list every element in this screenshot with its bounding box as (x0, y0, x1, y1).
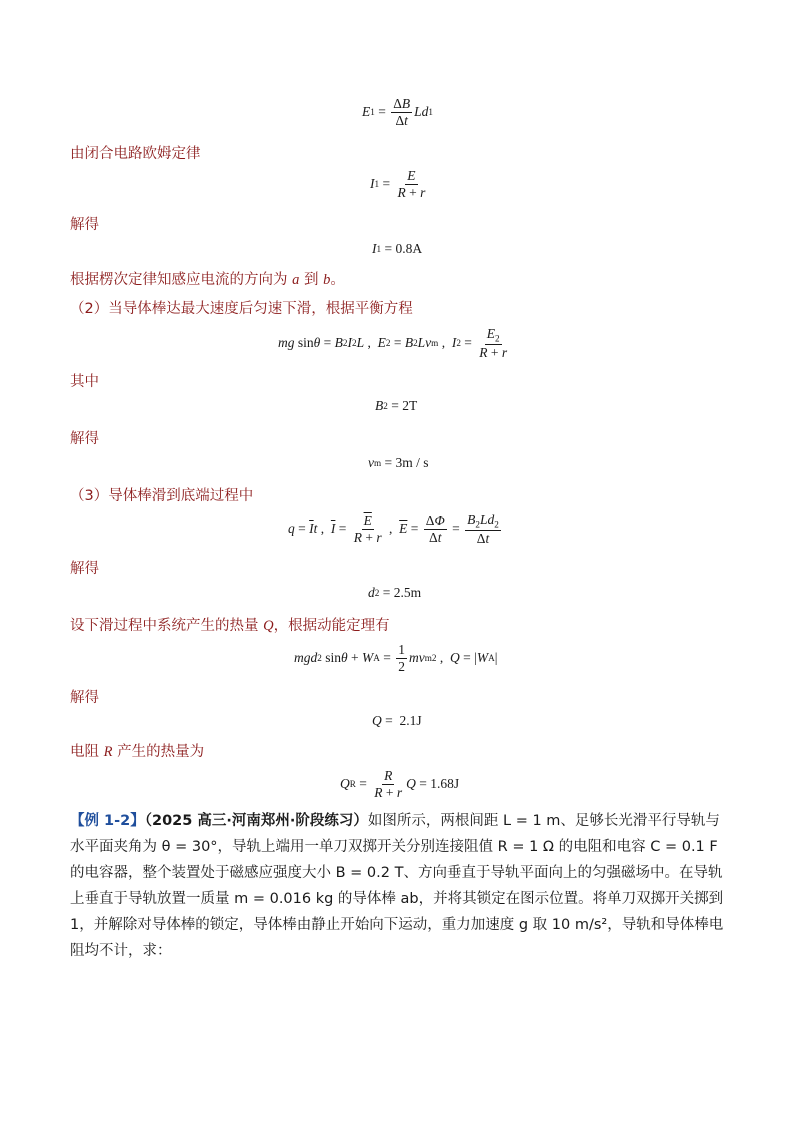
equation-vm: v m = 3m / s (368, 455, 429, 470)
text-part-2: （2）当导体棒达最大速度后匀速下滑，根据平衡方程 (70, 301, 413, 317)
example-1-2-paragraph (70, 808, 730, 964)
equation-q: Q = 2.1J (372, 713, 422, 728)
equation-current-i1-result: I 1 = 0.8A (372, 241, 423, 256)
equation-current-i1: I 1 = $\frac{E}{R + r}$ (370, 168, 426, 200)
equation-b2: B 2 = 2T (375, 398, 418, 413)
text-lenz-main: 根据楞次定律知感应电流的方向为 (70, 272, 288, 288)
symbol-q: Q (263, 618, 274, 634)
equation-charge: q = $\overline{I}$ t , $\overline{I}$ = $\frac{\overline{E}}{R + r}$ , $\overline{E}$ = $\frac{\Delta\Phi}{\Delta t}$ = $\frac{B_2Ld_2}{\Delta t}$ (288, 512, 499, 547)
text-heat-intro-2: ，根据动能定理有 (273, 618, 390, 634)
text-solve-1: 解得 (70, 217, 99, 233)
text-to: 到 (303, 272, 319, 288)
value-i1: 0.8A (395, 241, 423, 256)
text-resistor-2: 产生的热量为 (117, 744, 205, 760)
value-b2: 2T (402, 398, 418, 413)
text-heat-intro-1: 设下滑过程中系统产生的热量 (70, 618, 259, 634)
example-source: （2025 高三·河南郑州·阶段练习） (144, 813, 368, 829)
symbol-b: b (323, 272, 331, 288)
value-vm: 3m / s (395, 455, 429, 470)
value-q: 2.1J (399, 713, 422, 728)
symbol-a: a (292, 272, 300, 288)
text-resistor-1: 电阻 (70, 744, 99, 760)
text-period: 。 (330, 272, 345, 288)
text-solve-3: 解得 (70, 561, 99, 577)
text-resistor-heat (70, 740, 204, 761)
text-among: 其中 (70, 374, 99, 390)
text-part-3: （3）导体棒滑到底端过程中 (70, 488, 254, 504)
example-body: 如图所示，两根间距 L = 1 m、足够长光滑平行导轨与水平面夹角为 θ = 30°，导轨上端用一单刀双掷开关分别连接阻值 R = 1 Ω 的电阻和电容 C = 0.1 F 的电容器，整个装置处于磁感应强度大小 B = 0.2 T、方向垂直于导轨平面向上的匀强磁场中。在导轨上垂直于导轨放置一质量 m = 0.016 kg 的导体棒 ab，并将其锁定在图示位置。将单刀双掷开关掷到 1，并解除对导体棒的锁定，导体棒由静止开始向下运动，重力加速度 g 取 10 m/s²，导轨和导体棒电阻均不计，求： (70, 813, 724, 959)
text-heat-intro (70, 614, 390, 635)
value-d2: 2.5m (393, 585, 422, 600)
equation-d2: d 2 = 2.5m (368, 585, 422, 600)
symbol-r: R (103, 744, 113, 760)
equation-balance: mg sin θ = B 2 I 2 L , E 2 = B 2 Lv m , I 2 = $\frac{E_2}{R + r}$ (278, 326, 508, 361)
equation-qr: Q R = $\frac{R}{R + r}$ Q = 1.68J (340, 768, 460, 800)
equation-work-energy: mgd 2 sin θ + W A = $\frac{1}{2}$ mv m 2 , Q = | W A | (294, 642, 498, 674)
equation-emf-e1: E 1 = $\frac{\Delta B}{\Delta t}$ Ld 1 (362, 96, 434, 128)
text-lenz-law (70, 268, 345, 289)
text-solve-2: 解得 (70, 431, 99, 447)
value-qr: 1.68J (430, 776, 460, 792)
text-closed-circuit-ohm: 由闭合电路欧姆定律 (70, 146, 201, 162)
example-tag: 【例 1-2】 (70, 813, 145, 829)
text-solve-4: 解得 (70, 690, 99, 706)
